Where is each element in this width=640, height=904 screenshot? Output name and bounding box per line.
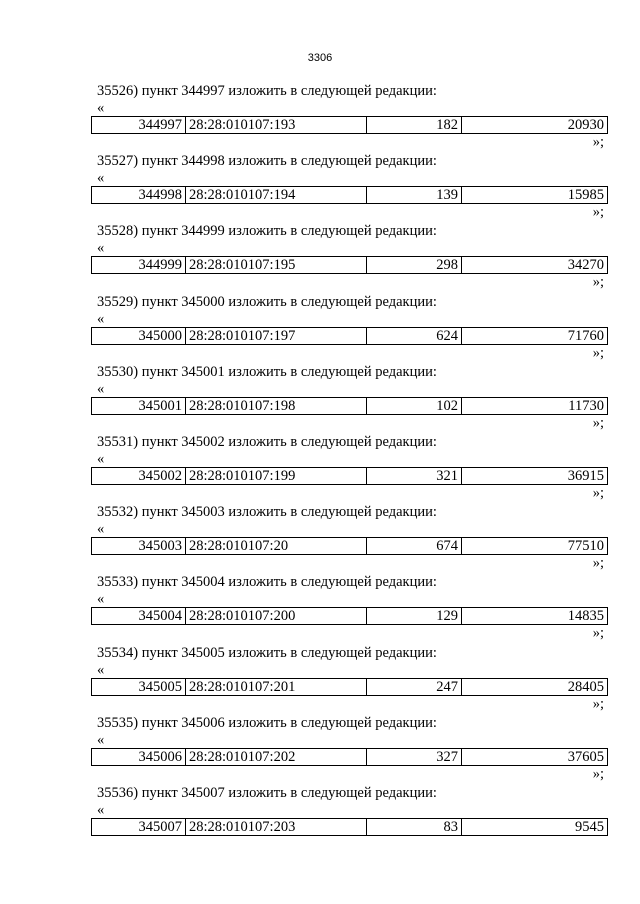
- item-number-cell: 344997: [92, 117, 186, 134]
- item-number-cell: 345001: [92, 397, 186, 414]
- amendments-list: [0, 82, 640, 854]
- amendment-table: [91, 678, 608, 696]
- table-row: [92, 257, 608, 274]
- amendment-item: [0, 152, 640, 222]
- amendment-heading: 35529) пункт 345000 изложить в следующей редакции:: [97, 293, 437, 310]
- amendment-item: [0, 503, 640, 573]
- amendment-item: [0, 714, 640, 784]
- opening-quote: «: [97, 450, 105, 467]
- value-cell: 28405: [462, 678, 608, 695]
- closing-quote: »;: [592, 625, 604, 642]
- table-row: [92, 748, 608, 765]
- closing-quote: »;: [592, 414, 604, 431]
- area-cell: 321: [367, 467, 462, 484]
- closing-quote: »;: [592, 204, 604, 221]
- cadastral-number-cell: 28:28:010107:199: [186, 467, 367, 484]
- amendment-item: [0, 293, 640, 363]
- value-cell: 15985: [462, 187, 608, 204]
- amendment-table: [91, 607, 608, 625]
- closing-quote: »;: [592, 765, 604, 782]
- amendment-heading: 35532) пункт 345003 изложить в следующей редакции:: [97, 504, 437, 521]
- area-cell: 624: [367, 327, 462, 344]
- table-row: [92, 538, 608, 555]
- closing-quote: »;: [592, 484, 604, 501]
- cadastral-number-cell: 28:28:010107:194: [186, 187, 367, 204]
- closing-quote: »;: [592, 274, 604, 291]
- amendment-heading: 35531) пункт 345002 изложить в следующей редакции:: [97, 433, 437, 450]
- area-cell: 182: [367, 117, 462, 134]
- area-cell: 129: [367, 608, 462, 625]
- amendment-heading: 35528) пункт 344999 изложить в следующей редакции:: [97, 223, 437, 240]
- cadastral-number-cell: 28:28:010107:202: [186, 748, 367, 765]
- amendment-table: [91, 397, 608, 415]
- item-number-cell: 345007: [92, 818, 186, 835]
- opening-quote: «: [97, 100, 105, 116]
- amendment-table: [91, 818, 608, 836]
- area-cell: 83: [367, 818, 462, 835]
- area-cell: 139: [367, 187, 462, 204]
- table-row: [92, 608, 608, 625]
- cadastral-number-cell: 28:28:010107:20: [186, 538, 367, 555]
- amendment-item: [0, 573, 640, 643]
- opening-quote: «: [97, 380, 105, 397]
- cadastral-number-cell: 28:28:010107:201: [186, 678, 367, 695]
- cadastral-number-cell: 28:28:010107:195: [186, 257, 367, 274]
- value-cell: 34270: [462, 257, 608, 274]
- area-cell: 102: [367, 397, 462, 414]
- amendment-heading: 35527) пункт 344998 изложить в следующей редакции:: [97, 153, 437, 170]
- table-row: [92, 187, 608, 204]
- opening-quote: «: [97, 240, 105, 257]
- opening-quote: «: [97, 731, 105, 748]
- closing-quote: »;: [592, 344, 604, 361]
- table-row: [92, 397, 608, 414]
- value-cell: 20930: [462, 117, 608, 134]
- table-row: [92, 327, 608, 344]
- amendment-table: [91, 537, 608, 555]
- opening-quote: «: [97, 310, 105, 327]
- item-number-cell: 345003: [92, 538, 186, 555]
- amendment-table: [91, 467, 608, 485]
- amendment-heading: 35533) пункт 345004 изложить в следующей редакции:: [97, 574, 437, 591]
- opening-quote: «: [97, 170, 105, 187]
- area-cell: 327: [367, 748, 462, 765]
- amendment-item: [0, 222, 640, 292]
- opening-quote: «: [97, 521, 105, 538]
- table-row: [92, 117, 608, 134]
- value-cell: 14835: [462, 608, 608, 625]
- cadastral-number-cell: 28:28:010107:200: [186, 608, 367, 625]
- area-cell: 674: [367, 538, 462, 555]
- closing-quote: »;: [592, 695, 604, 712]
- amendment-heading: 35535) пункт 345006 изложить в следующей редакции:: [97, 714, 437, 731]
- area-cell: 247: [367, 678, 462, 695]
- item-number-cell: 345002: [92, 467, 186, 484]
- amendment-table: [91, 116, 608, 134]
- amendment-item: [0, 82, 640, 152]
- value-cell: 77510: [462, 538, 608, 555]
- table-row: [92, 818, 608, 835]
- amendment-table: [91, 327, 608, 345]
- value-cell: 36915: [462, 467, 608, 484]
- item-number-cell: 345006: [92, 748, 186, 765]
- amendment-table: [91, 748, 608, 766]
- cadastral-number-cell: 28:28:010107:197: [186, 327, 367, 344]
- amendment-heading: 35536) пункт 345007 изложить в следующей редакции:: [97, 784, 437, 801]
- amendment-table: [91, 256, 608, 274]
- amendment-item: [0, 433, 640, 503]
- amendment-heading: 35526) пункт 344997 изложить в следующей редакции:: [97, 83, 437, 99]
- cadastral-number-cell: 28:28:010107:198: [186, 397, 367, 414]
- item-number-cell: 345005: [92, 678, 186, 695]
- item-number-cell: 345004: [92, 608, 186, 625]
- closing-quote: »;: [592, 555, 604, 572]
- value-cell: 37605: [462, 748, 608, 765]
- closing-quote: »;: [592, 134, 604, 150]
- amendment-heading: 35530) пункт 345001 изложить в следующей редакции:: [97, 363, 437, 380]
- page-number: 3306: [307, 52, 333, 64]
- amendment-heading: 35534) пункт 345005 изложить в следующей редакции:: [97, 644, 437, 661]
- table-row: [92, 467, 608, 484]
- value-cell: 9545: [462, 818, 608, 835]
- item-number-cell: 345000: [92, 327, 186, 344]
- table-row: [92, 678, 608, 695]
- area-cell: 298: [367, 257, 462, 274]
- cadastral-number-cell: 28:28:010107:203: [186, 818, 367, 835]
- value-cell: 11730: [462, 397, 608, 414]
- opening-quote: «: [97, 801, 105, 818]
- item-number-cell: 344998: [92, 187, 186, 204]
- amendment-item: [0, 784, 640, 854]
- opening-quote: «: [97, 661, 105, 678]
- amendment-item: [0, 644, 640, 714]
- amendment-item: [0, 363, 640, 433]
- item-number-cell: 344999: [92, 257, 186, 274]
- amendment-table: [91, 186, 608, 204]
- value-cell: 71760: [462, 327, 608, 344]
- opening-quote: «: [97, 591, 105, 608]
- cadastral-number-cell: 28:28:010107:193: [186, 117, 367, 134]
